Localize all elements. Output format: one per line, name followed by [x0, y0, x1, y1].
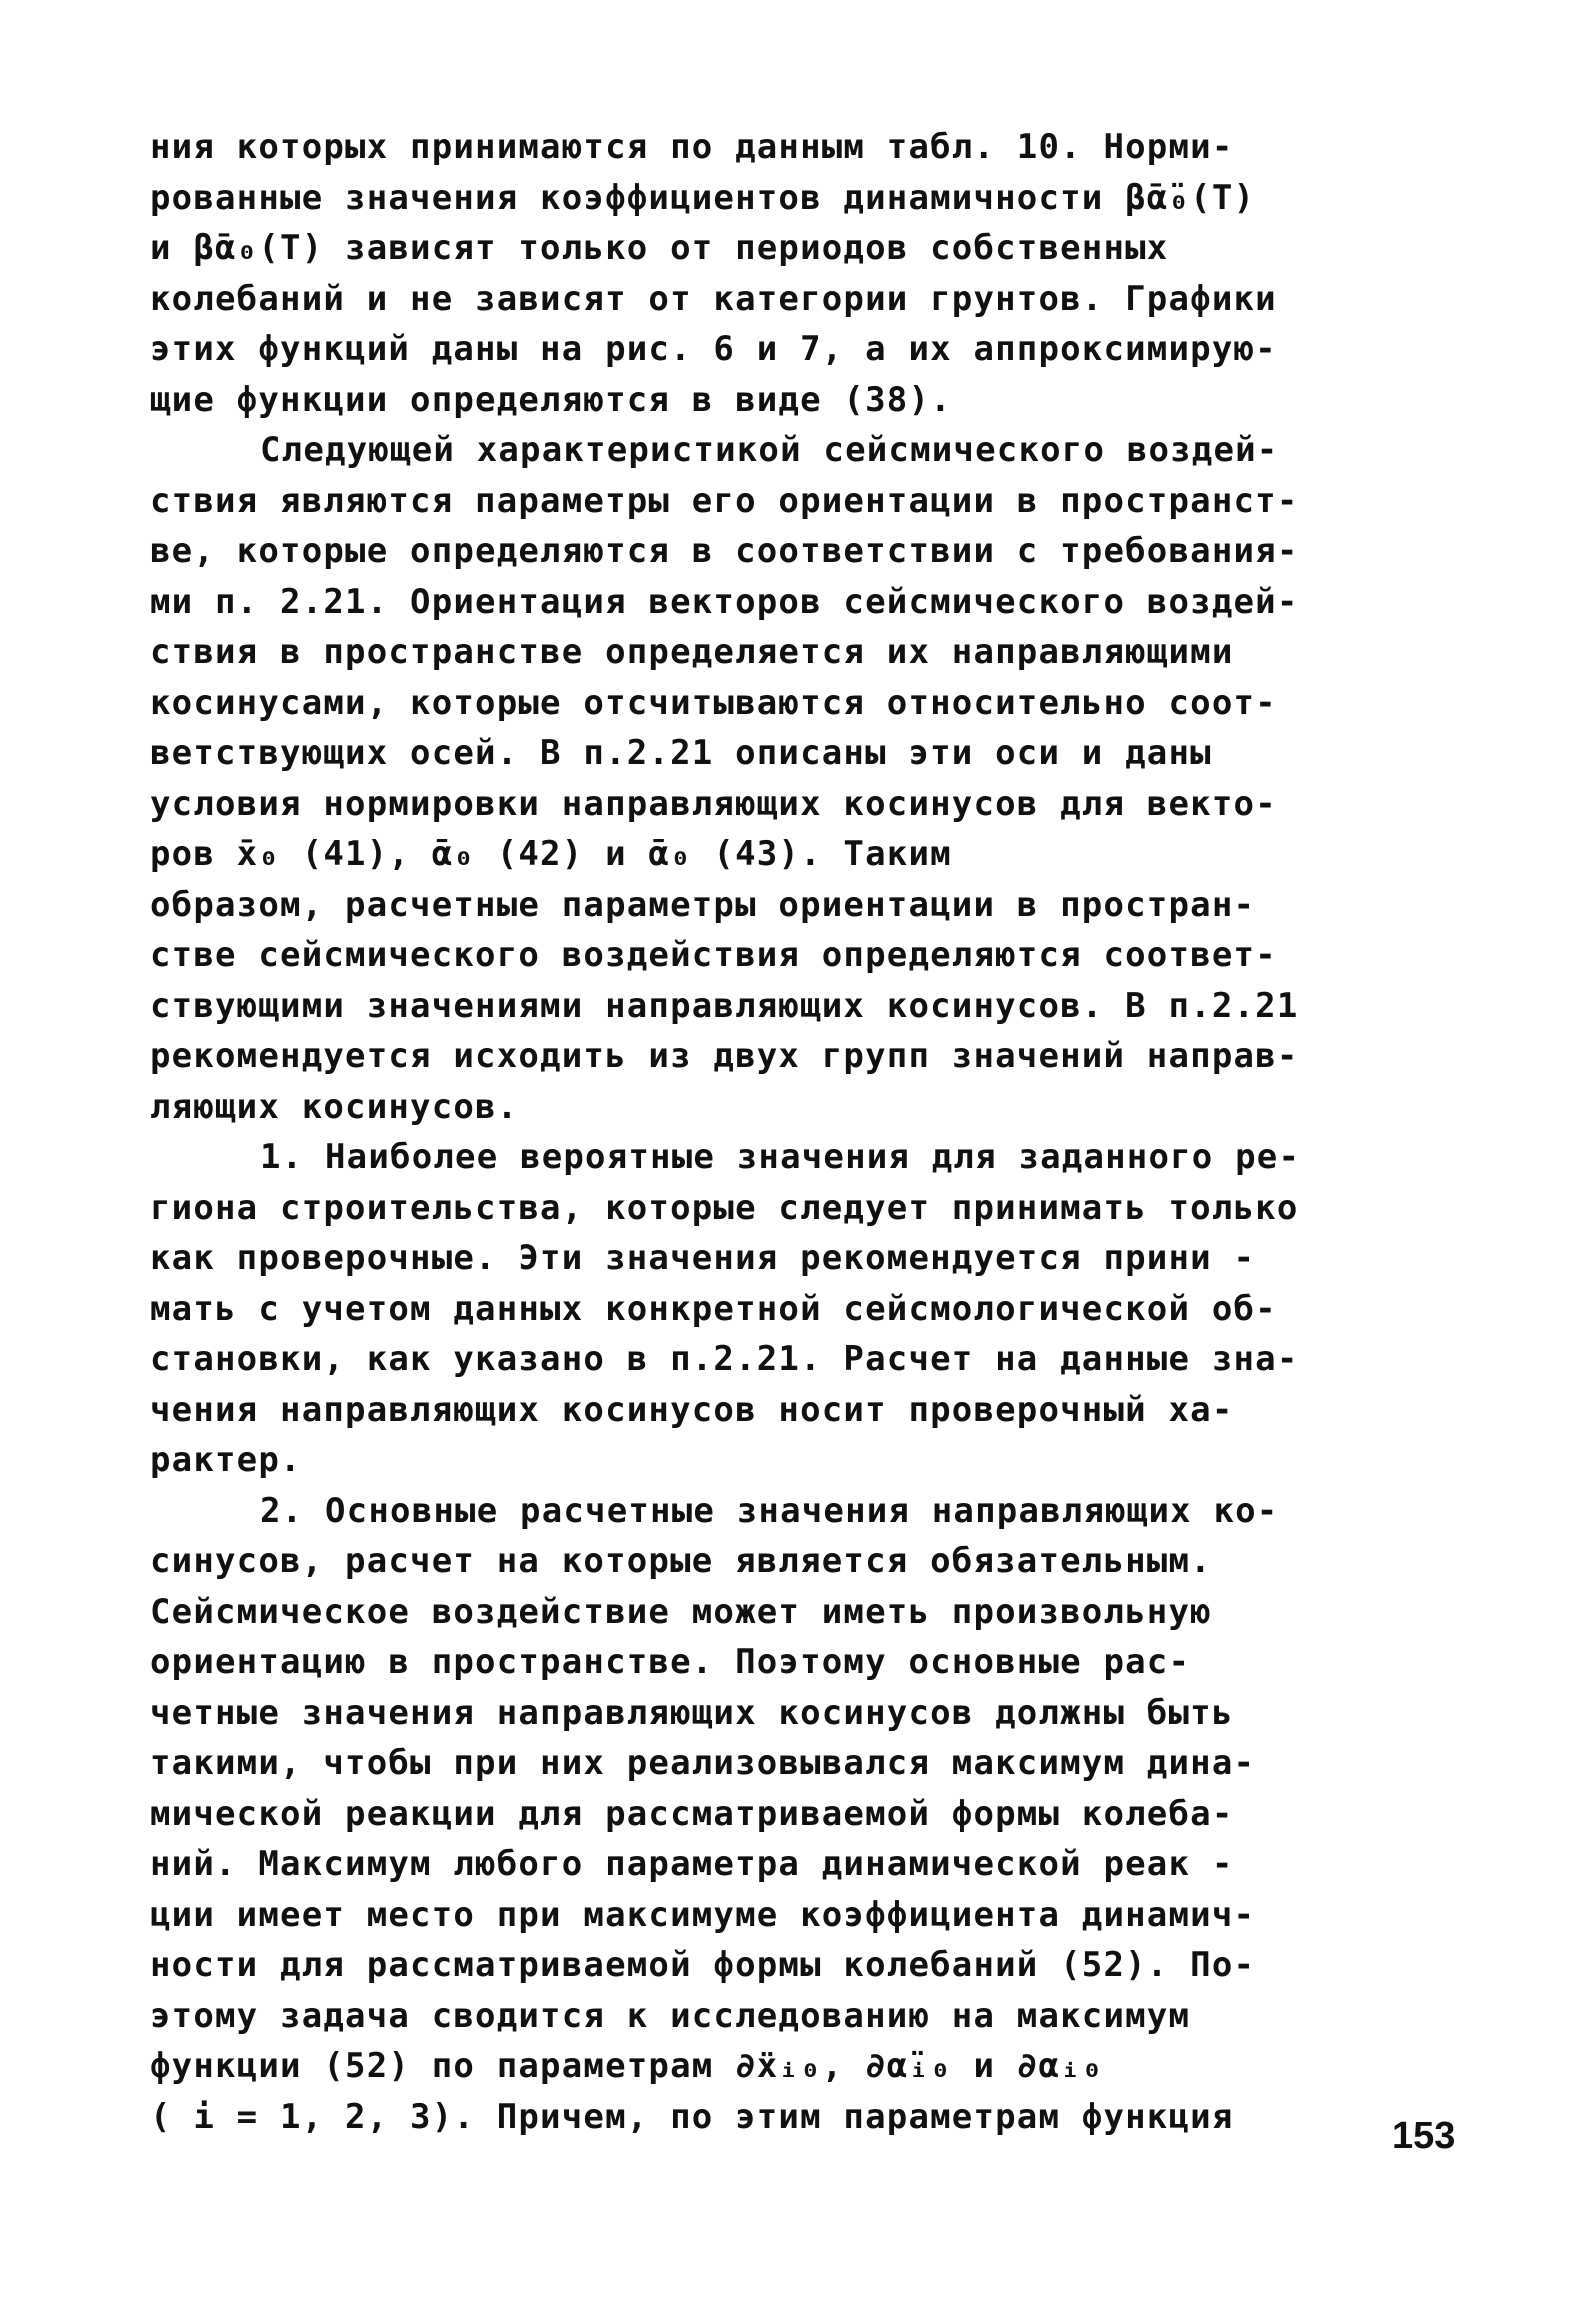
text-line: ми п. 2.21. Ориентация векторов сейсмического воздей- — [150, 581, 1299, 622]
text-line: ветствующих осей. В п.2.21 описаны эти оси и даны — [150, 733, 1212, 773]
paragraph-start-line: Следующей характеристикой сейсмического воздей- — [260, 430, 1279, 470]
list-item-1-start-line: 1. Наиболее вероятные значения для заданного ре- — [260, 1137, 1301, 1177]
text-line: стве сейсмического воздействия определяются соответ- — [150, 935, 1277, 975]
text-line: и β̄α₀(T) зависят только от периодов собственных — [150, 228, 1169, 268]
text-line: ствия являются параметры его ориентации в пространст- — [150, 480, 1299, 521]
text-line: четные значения направляющих косинусов должны быть — [150, 1692, 1234, 1733]
text-line: ний. Максимум любого параметра динамической реак - — [150, 1844, 1234, 1884]
text-line: косинусами, которые отсчитываются относительно соот- — [150, 682, 1277, 723]
list-item-2-start-line: 2. Основные расчетные значения направляющих ко- — [260, 1490, 1279, 1531]
text-line: такими, чтобы при них реализовывался максимум дина- — [150, 1743, 1256, 1783]
body-text — [150, 122, 1470, 2142]
text-line: рованные значения коэффициентов динамичности β̄α̈₀(T) — [150, 177, 1256, 218]
text-line: этих функций даны на рис. 6 и 7, а их аппроксимирую- — [150, 329, 1277, 369]
text-line: ности для рассматриваемой формы колебаний (52). По- — [150, 1945, 1256, 1985]
text-line: колебаний и не зависят от категории грунтов. Графики — [150, 278, 1277, 319]
text-line: ния которых принимаются по данным табл. 10. Норми- — [150, 127, 1234, 167]
text-line: рекомендуется исходить из двух групп значений направ- — [150, 1036, 1299, 1076]
text-line: щие функции определяются в виде (38). — [150, 379, 952, 420]
text-line: синусов, расчет на которые является обязательным. — [150, 1541, 1212, 1581]
text-line: ляющих косинусов. — [150, 1086, 519, 1127]
text-line: функции (52) по параметрам ∂ẍᵢ₀, ∂α̈ᵢ₀ и ∂αᵢ₀ — [150, 2046, 1104, 2086]
text-line: становки, как указано в п.2.21. Расчет на данные зна- — [150, 1339, 1299, 1379]
text-line: Сейсмическое воздействие может иметь произвольную — [150, 1591, 1212, 1632]
text-line: рактер. — [150, 1440, 302, 1480]
text-line: образом, расчетные параметры ориентации в простран- — [150, 884, 1256, 925]
text-line: как проверочные. Эти значения рекомендуется прини - — [150, 1238, 1256, 1278]
text-line: чения направляющих косинусов носит проверочный ха- — [150, 1389, 1234, 1430]
page-number: 153 — [1392, 2115, 1456, 2157]
text-line: мической реакции для рассматриваемой формы колеба- — [150, 1793, 1234, 1834]
text-line: гиона строительства, которые следует принимать только — [150, 1187, 1299, 1228]
text-line: ве, которые определяются в соответствии с требования- — [150, 531, 1299, 571]
text-line: ствующими значениями направляющих косинусов. В п.2.21 — [150, 985, 1299, 1026]
text-line: ствия в пространстве определяется их направляющими — [150, 632, 1234, 672]
text-line: ции имеет место при максимуме коэффициента динамич- — [150, 1894, 1256, 1935]
text-line: условия нормировки направляющих косинусов для векто- — [150, 783, 1277, 824]
text-line: мать с учетом данных конкретной сейсмологической об- — [150, 1288, 1277, 1329]
text-line: ( i = 1, 2, 3). Причем, по этим параметрам функция — [150, 2096, 1234, 2137]
text-line: ров x̄₀ (41), ᾱ₀ (42) и ᾱ₀ (43). Таким — [150, 834, 952, 874]
text-line: ориентацию в пространстве. Поэтому основные рас- — [150, 1642, 1191, 1682]
text-line: этому задача сводится к исследованию на максимум — [150, 1995, 1191, 2036]
